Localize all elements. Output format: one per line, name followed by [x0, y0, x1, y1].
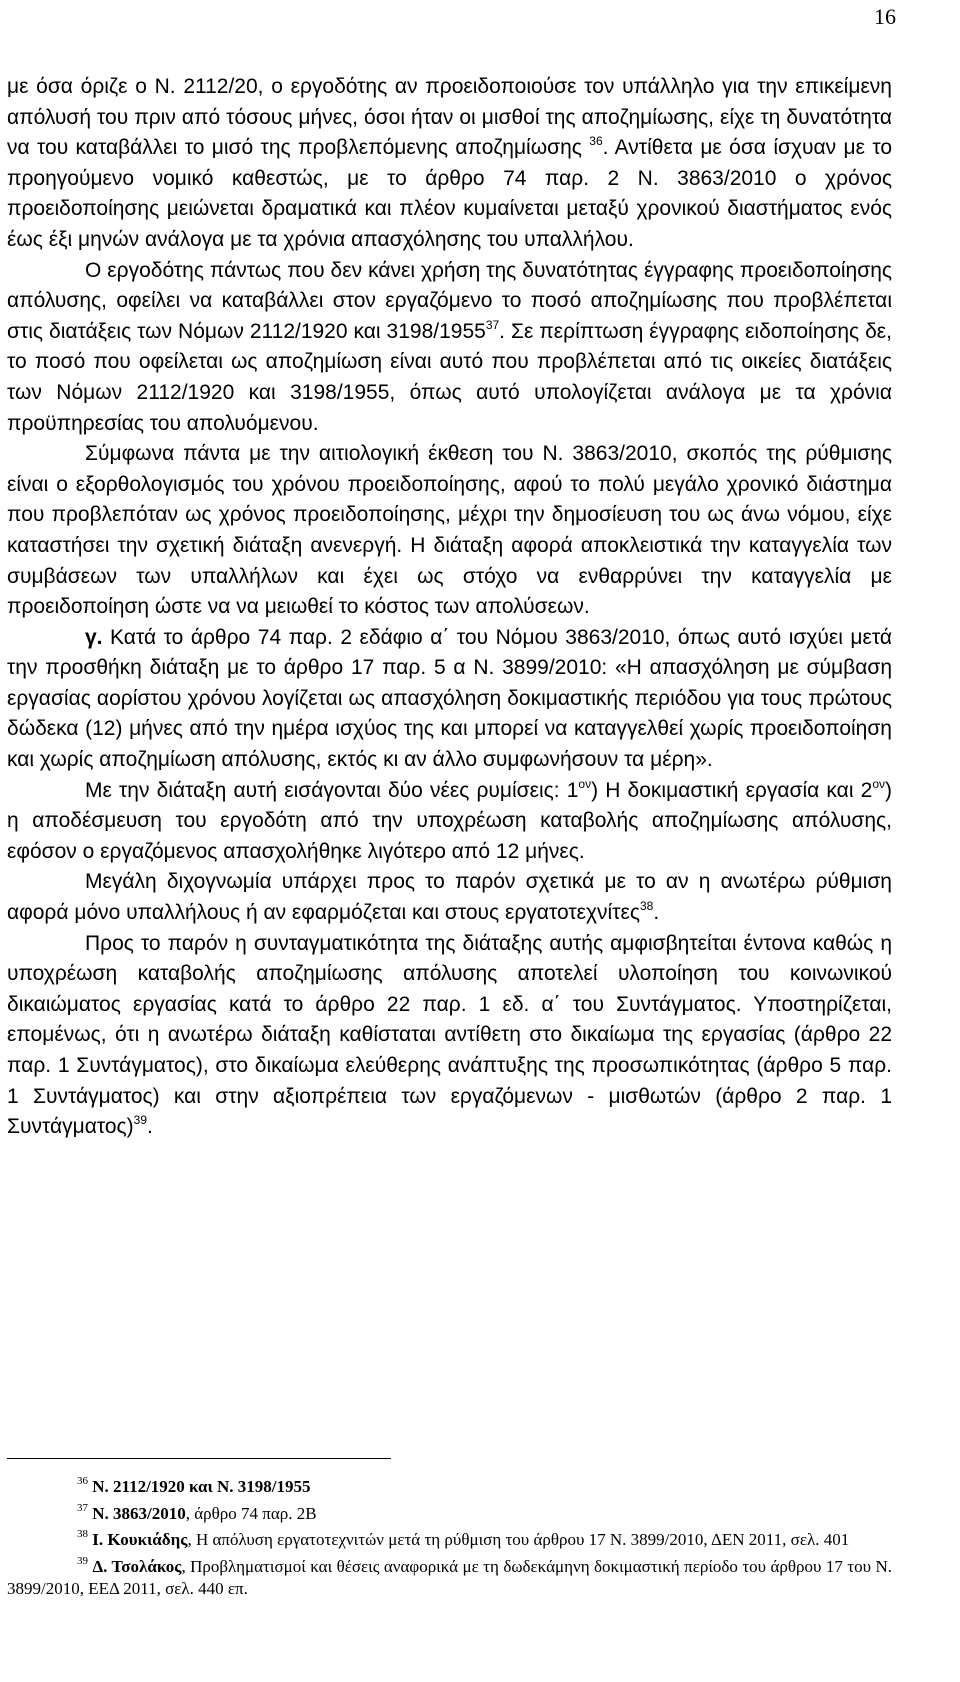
footnote — [7, 1503, 892, 1526]
paragraph — [7, 72, 892, 256]
footnote-ref: 38 — [639, 899, 654, 914]
footnote-ref: ον — [578, 776, 592, 791]
footnote — [7, 1529, 892, 1552]
footnote-number: 38 — [77, 1528, 88, 1541]
page-number: 16 — [874, 4, 896, 29]
text-run: Μεγάλη διχογνωμία υπάρχει προς το παρόν σχετικά με το αν η ανωτέρω ρύθμιση αφορά μόνο υπαλλήλους ή αν εφαρμόζεται και στους εργατοτεχνίτες — [7, 870, 892, 925]
footnote-number: 37 — [77, 1501, 88, 1514]
text-run: , Η απόλυση εργατοτεχνιτών μετά τη ρύθμιση του άρθρου 17 Ν. 3899/2010, ΔΕΝ 2011, σελ. 401 — [187, 1530, 850, 1549]
text-run: , Προβληματισμοί και θέσεις αναφορικά με τη δωδεκάμηνη δοκιμαστική περίοδο του άρθρου 17 του Ν. 3899/2010, ΕΕΔ 2011, σελ. 440 επ. — [7, 1556, 893, 1598]
bold-text: Δ. Τσολάκος — [92, 1556, 182, 1576]
text-run: ) Η δοκιμαστική εργασία και 2 — [591, 778, 873, 802]
footnote — [7, 1556, 892, 1601]
text-run: Σύμφωνα πάντα με την αιτιολογική έκθεση του Ν. 3863/2010, σκοπός της ρύθμισης είναι ο εξορθολογισμός του χρόνου προειδοποίησης, αφού το πολύ μεγάλο χρονικό διάστημα που προβλεπόταν ως χρόνος προειδοποίησης, μέχρι την δημοσίευση του ως άνω νόμου, είχε καταστήσει την σχετική διάταξη ανενεργή. Η διάταξη αφορά αποκλειστικά την καταγγελία των συμβάσεων των υπαλλήλων και έχει ως στόχο να ενθαρρύνει την καταγγελία με προειδοποίηση ώστε να να μειωθεί το κόστος των απολύσεων. — [7, 442, 892, 619]
paragraph — [7, 776, 892, 868]
bold-text: Ν. 2112/1920 και Ν. 3198/1955 — [92, 1477, 311, 1496]
bold-text: Ι. Κουκιάδης — [92, 1530, 188, 1549]
paragraph — [7, 929, 892, 1143]
footnote — [7, 1476, 892, 1499]
footnote-ref: 39 — [133, 1113, 147, 1128]
bold-text: Ν. 3863/2010 — [92, 1503, 186, 1523]
text-run: . — [653, 901, 660, 925]
footnote-number: 39 — [77, 1554, 88, 1567]
paragraph — [7, 867, 892, 928]
text-run: Κατά το άρθρο 74 παρ. 2 εδάφιο α΄ του Νόμου 3863/2010, όπως αυτό ισχύει μετά την προσθήκη διάταξη με το άρθρο 17 παρ. 5 α Ν. 3899/2010: «Η απασχόληση με σύμβαση εργασίας αορίστου χρόνου λογίζεται ως απασχόληση δοκιμαστικής περιόδου για τους πρώτους δώδεκα (12) μήνες από την ημέρα ισχύος της και μπορεί να καταγγελθεί χωρίς προειδοποίηση και χωρίς αποζημίωση απόλυσης, εκτός κι αν άλλο συμφωνήσουν τα μέρη». — [7, 625, 892, 772]
text-run: ) η αποδέσμευση του εργοδότη από την υποχρέωση καταβολής αποζημίωσης απόλυσης, εφόσον ο εργαζόμενος απασχολήθηκε λιγότερο από 12 μήνες. — [7, 778, 892, 863]
bold-text: γ. — [85, 625, 103, 649]
text-run: Ο εργοδότης πάντως που δεν κάνει χρήση της δυνατότητας έγγραφης προειδοποίησης απόλυσης, οφείλει να καταβάλλει στον εργαζόμενο το ποσό αποζημίωσης που προβλέπεται στις διατάξεις των Νόμων 2112/1920 και 3198/1955 — [7, 258, 892, 343]
paragraph — [7, 623, 892, 776]
paragraph — [7, 439, 892, 623]
footnote-ref: ον — [872, 776, 885, 791]
footnote-ref: 36 — [589, 134, 603, 149]
text-run: Προς το παρόν η συνταγματικότητα της διάταξης αυτής αμφισβητείται έντονα καθώς η υποχρέωση καταβολής αποζημίωσης απόλυσης αποτελεί υλοποίηση του κοινωνικού δικαιώματος εργασίας κατά το άρθρο 22 παρ. 1 εδ. α΄ του Συντάγματος. Υποστηρίζεται, επομένως, ότι η ανωτέρω διάταξη καθίσταται αντίθετη στο δικαίωμα της εργασίας (άρθρο 22 παρ. 1 Συντάγματος), στο δικαίωμα ελεύθερης ανάπτυξης της προσωπικότητας (άρθρο 5 παρ. 1 Συντάγματος) και στην αξιοπρέπεια των εργαζόμενων - μισθωτών (άρθρο 2 παρ. 1 Συντάγματος) — [7, 931, 892, 1139]
footnote-ref: 37 — [485, 317, 500, 332]
text-run: με όσα όριζε ο Ν. 2112/20, ο εργοδότης αν προειδοποιούσε τον υπάλληλο για την επικείμενη απόλυσή του πριν από τόσους μήνες, όσοι ήταν οι μισθοί της αποζημίωσης, είχε τη δυνατότητα να του καταβάλλει το μισό της προβλεπόμενης αποζημίωσης — [7, 75, 892, 160]
text-run: . Σε περίπτωση έγγραφης ειδοποίησης δε, το ποσό που οφείλεται ως αποζημίωση είναι αυτό που προβλέπεται από τις οικείες διατάξεις των Νόμων 2112/1920 και 3198/1955, όπως αυτό υπολογίζεται ανάλογα με τα χρόνια προϋπηρεσίας του απολυόμενου. — [7, 319, 893, 435]
footnote-number: 36 — [77, 1475, 88, 1488]
paragraph — [7, 256, 892, 440]
text-run: . — [147, 1115, 153, 1139]
text-run: . Αντίθετα με όσα ίσχυαν με το προηγούμενο νομικό καθεστώς, με το άρθρο 74 παρ. 2 Ν. 3863/2010 ο χρόνος προειδοποίησης μειώνεται δραματικά και πλέον κυμαίνεται μεταξύ χρονικού διαστήματος ενός έως έξι μηνών ανάλογα με τα χρόνια απασχόλησης του υπαλλήλου. — [7, 136, 892, 251]
body-text — [7, 72, 892, 1143]
text-run: , άρθρο 74 παρ. 2Β — [185, 1503, 317, 1523]
text-run: Με την διάταξη αυτή εισάγονται δύο νέες ρυμίσεις: 1 — [85, 778, 579, 802]
footnote-separator — [7, 1458, 391, 1459]
footnotes — [7, 1476, 892, 1601]
